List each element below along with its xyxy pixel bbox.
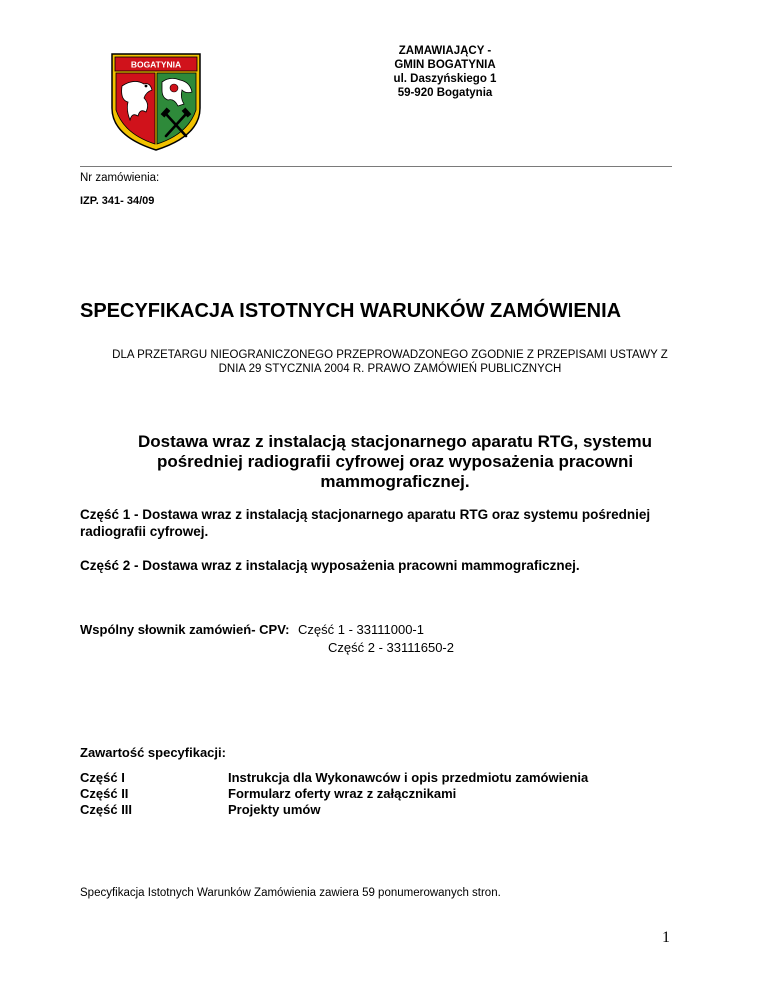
procurement-subject: Dostawa wraz z instalacją stacjonarnego aparatu RTG, systemu pośredniej radiografii cyfrowej oraz wyposażenia pracowni mammograficznej.: [138, 432, 652, 491]
order-number-label: Nr zamówienia:: [80, 172, 160, 184]
contents-title: Zawartość specyfikacji:: [80, 745, 226, 760]
part-1-description: Część 1 - Dostawa wraz z instalacją stacjonarnego aparatu RTG oraz systemu pośredniej radiografii cyfrowej.: [80, 507, 651, 539]
cpv-code-part-2: Część 2 - 33111650-2: [328, 640, 454, 655]
contents-item-label: Część III: [80, 802, 133, 817]
issuer-line: ZAMAWIAJĄCY -: [398, 45, 492, 57]
cpv-label: Wspólny słownik zamówień- CPV:: [80, 622, 290, 637]
order-number: IZP. 341- 34/09: [80, 195, 155, 207]
contents-item-description: Projekty umów: [228, 802, 321, 817]
issuer-line: ul. Daszyńskiego 1: [393, 73, 497, 85]
contents-item-description: Formularz oferty wraz z załącznikami: [228, 786, 457, 801]
part-2-description: Część 2 - Dostawa wraz z instalacją wyposażenia pracowni mammograficznej.: [80, 558, 580, 573]
page-number: 1: [662, 929, 670, 946]
issuer-line: 59-920 Bogatynia: [397, 87, 493, 99]
header-divider: [80, 166, 672, 167]
issuer-block: [340, 44, 550, 100]
contents-item-label: Część II: [80, 786, 129, 801]
issuer-line: GMIN BOGATYNIA: [394, 59, 496, 71]
contents-item-label: Część I: [80, 770, 125, 785]
contents-item-description: Instrukcja dla Wykonawców i opis przedmiotu zamówienia: [228, 770, 589, 785]
bogatynia-coat-of-arms-icon: [110, 52, 202, 152]
page-count-note: Specyfikacja Istotnych Warunków Zamówienia zawiera 59 ponumerowanych stron.: [80, 887, 501, 899]
crest-label: BOGATYNIA: [130, 59, 182, 70]
cpv-code-part-1: Część 1 - 33111000-1: [298, 622, 424, 637]
document-title: SPECYFIKACJA ISTOTNYCH WARUNKÓW ZAMÓWIENIA: [80, 300, 622, 322]
document-subtitle: DLA PRZETARGU NIEOGRANICZONEGO PRZEPROWADZONEGO ZGODNIE Z PRZEPISAMI USTAWY Z DNIA 29 STYCZNIA 2004 R. PRAWO ZAMÓWIEŃ PUBLICZNYCH: [112, 349, 668, 375]
